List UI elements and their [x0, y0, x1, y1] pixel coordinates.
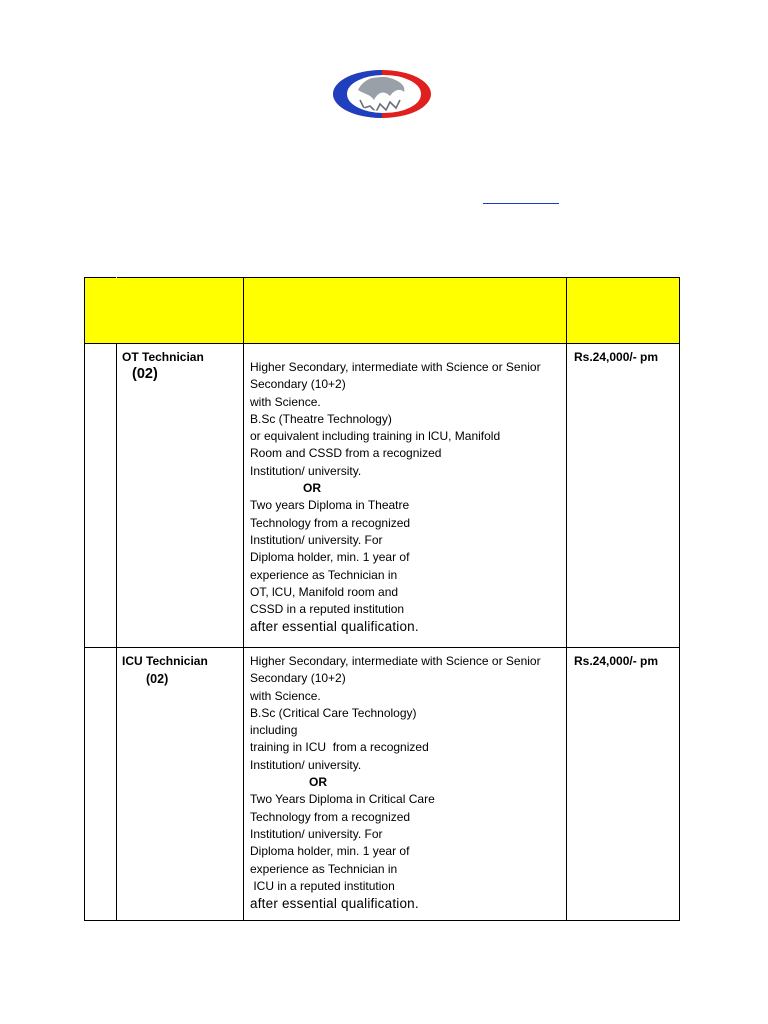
qualification-line: Diploma holder, min. 1 year of [250, 550, 410, 565]
qualification-line: OT, lCU, Manifold room and [250, 584, 399, 599]
pay-value: Rs.24,000/- pm [574, 654, 659, 668]
qualification-line: experience as Technician in [250, 567, 398, 582]
qualification-line: with Science. [250, 688, 321, 703]
qualification-cell [244, 344, 567, 648]
pay-cell [567, 648, 680, 921]
qualification-line: Two Years Diploma in Critical Care [250, 792, 435, 807]
qualification-line: Institution/ university. For [250, 826, 383, 841]
serial-cell [85, 344, 117, 648]
qualification-line: with Science. [250, 394, 321, 409]
qualification-line: Room and CSSD from a recognized [250, 446, 442, 461]
qualification-line: Higher Secondary, intermediate with Science or Senior [250, 360, 541, 374]
qualification-line: B.Sc (Critical Care Technology) [250, 705, 417, 720]
qualification-line: ICU in a reputed institution [250, 878, 395, 893]
qualification-line: B.Sc (Theatre Technology) [250, 411, 392, 426]
header-cell [244, 278, 567, 344]
table-row [85, 344, 680, 648]
qualification-line: experience as Technician in [250, 861, 398, 876]
qualification-cell [244, 648, 567, 921]
qualification-line: Higher Secondary, intermediate with Science or Senior [250, 654, 541, 668]
header-cell [85, 278, 117, 344]
qualification-line: after essential qualification. [250, 619, 419, 635]
qualification-line: Diploma holder, min. 1 year of [250, 844, 410, 859]
qualification-line: after essential qualification. [250, 896, 419, 912]
qualification-line: Institution/ university. [250, 463, 362, 478]
qualification-line: Technology from a recognized [250, 809, 411, 824]
qualification-line: Institution/ university. [250, 757, 362, 772]
qualification-line: CSSD in a reputed institution [250, 602, 405, 617]
post-count: (02) [146, 672, 169, 686]
post-name: ICU Technician [122, 654, 208, 668]
header-cell [117, 278, 244, 344]
pay-cell [567, 344, 680, 648]
serial-cell [85, 648, 117, 921]
qualification-line: or equivalent including training in lCU, Manifold [250, 429, 501, 444]
institution-logo-icon [330, 68, 434, 120]
qualification-line: Technology from a recognized [250, 515, 411, 530]
post-cell [117, 344, 244, 648]
table-header-row [85, 278, 680, 344]
post-count: (02) [132, 366, 158, 382]
posts-table [84, 277, 680, 921]
table-row [85, 648, 680, 921]
qualification-line: Institution/ university. For [250, 532, 383, 547]
or-separator: OR [309, 775, 327, 790]
post-name: OT Technician [122, 350, 204, 364]
or-separator: OR [303, 481, 321, 496]
qualification-line: including [250, 723, 298, 738]
header-cell [567, 278, 680, 344]
qualification-line: training in ICU from a recognized [250, 740, 429, 755]
post-cell [117, 648, 244, 921]
hyperlink-underline[interactable] [483, 203, 559, 204]
qualification-line: Two years Diploma in Theatre [250, 498, 410, 513]
qualification-line: Secondary (10+2) [250, 671, 346, 686]
pay-value: Rs.24,000/- pm [574, 350, 659, 364]
qualification-line: Secondary (10+2) [250, 377, 346, 392]
